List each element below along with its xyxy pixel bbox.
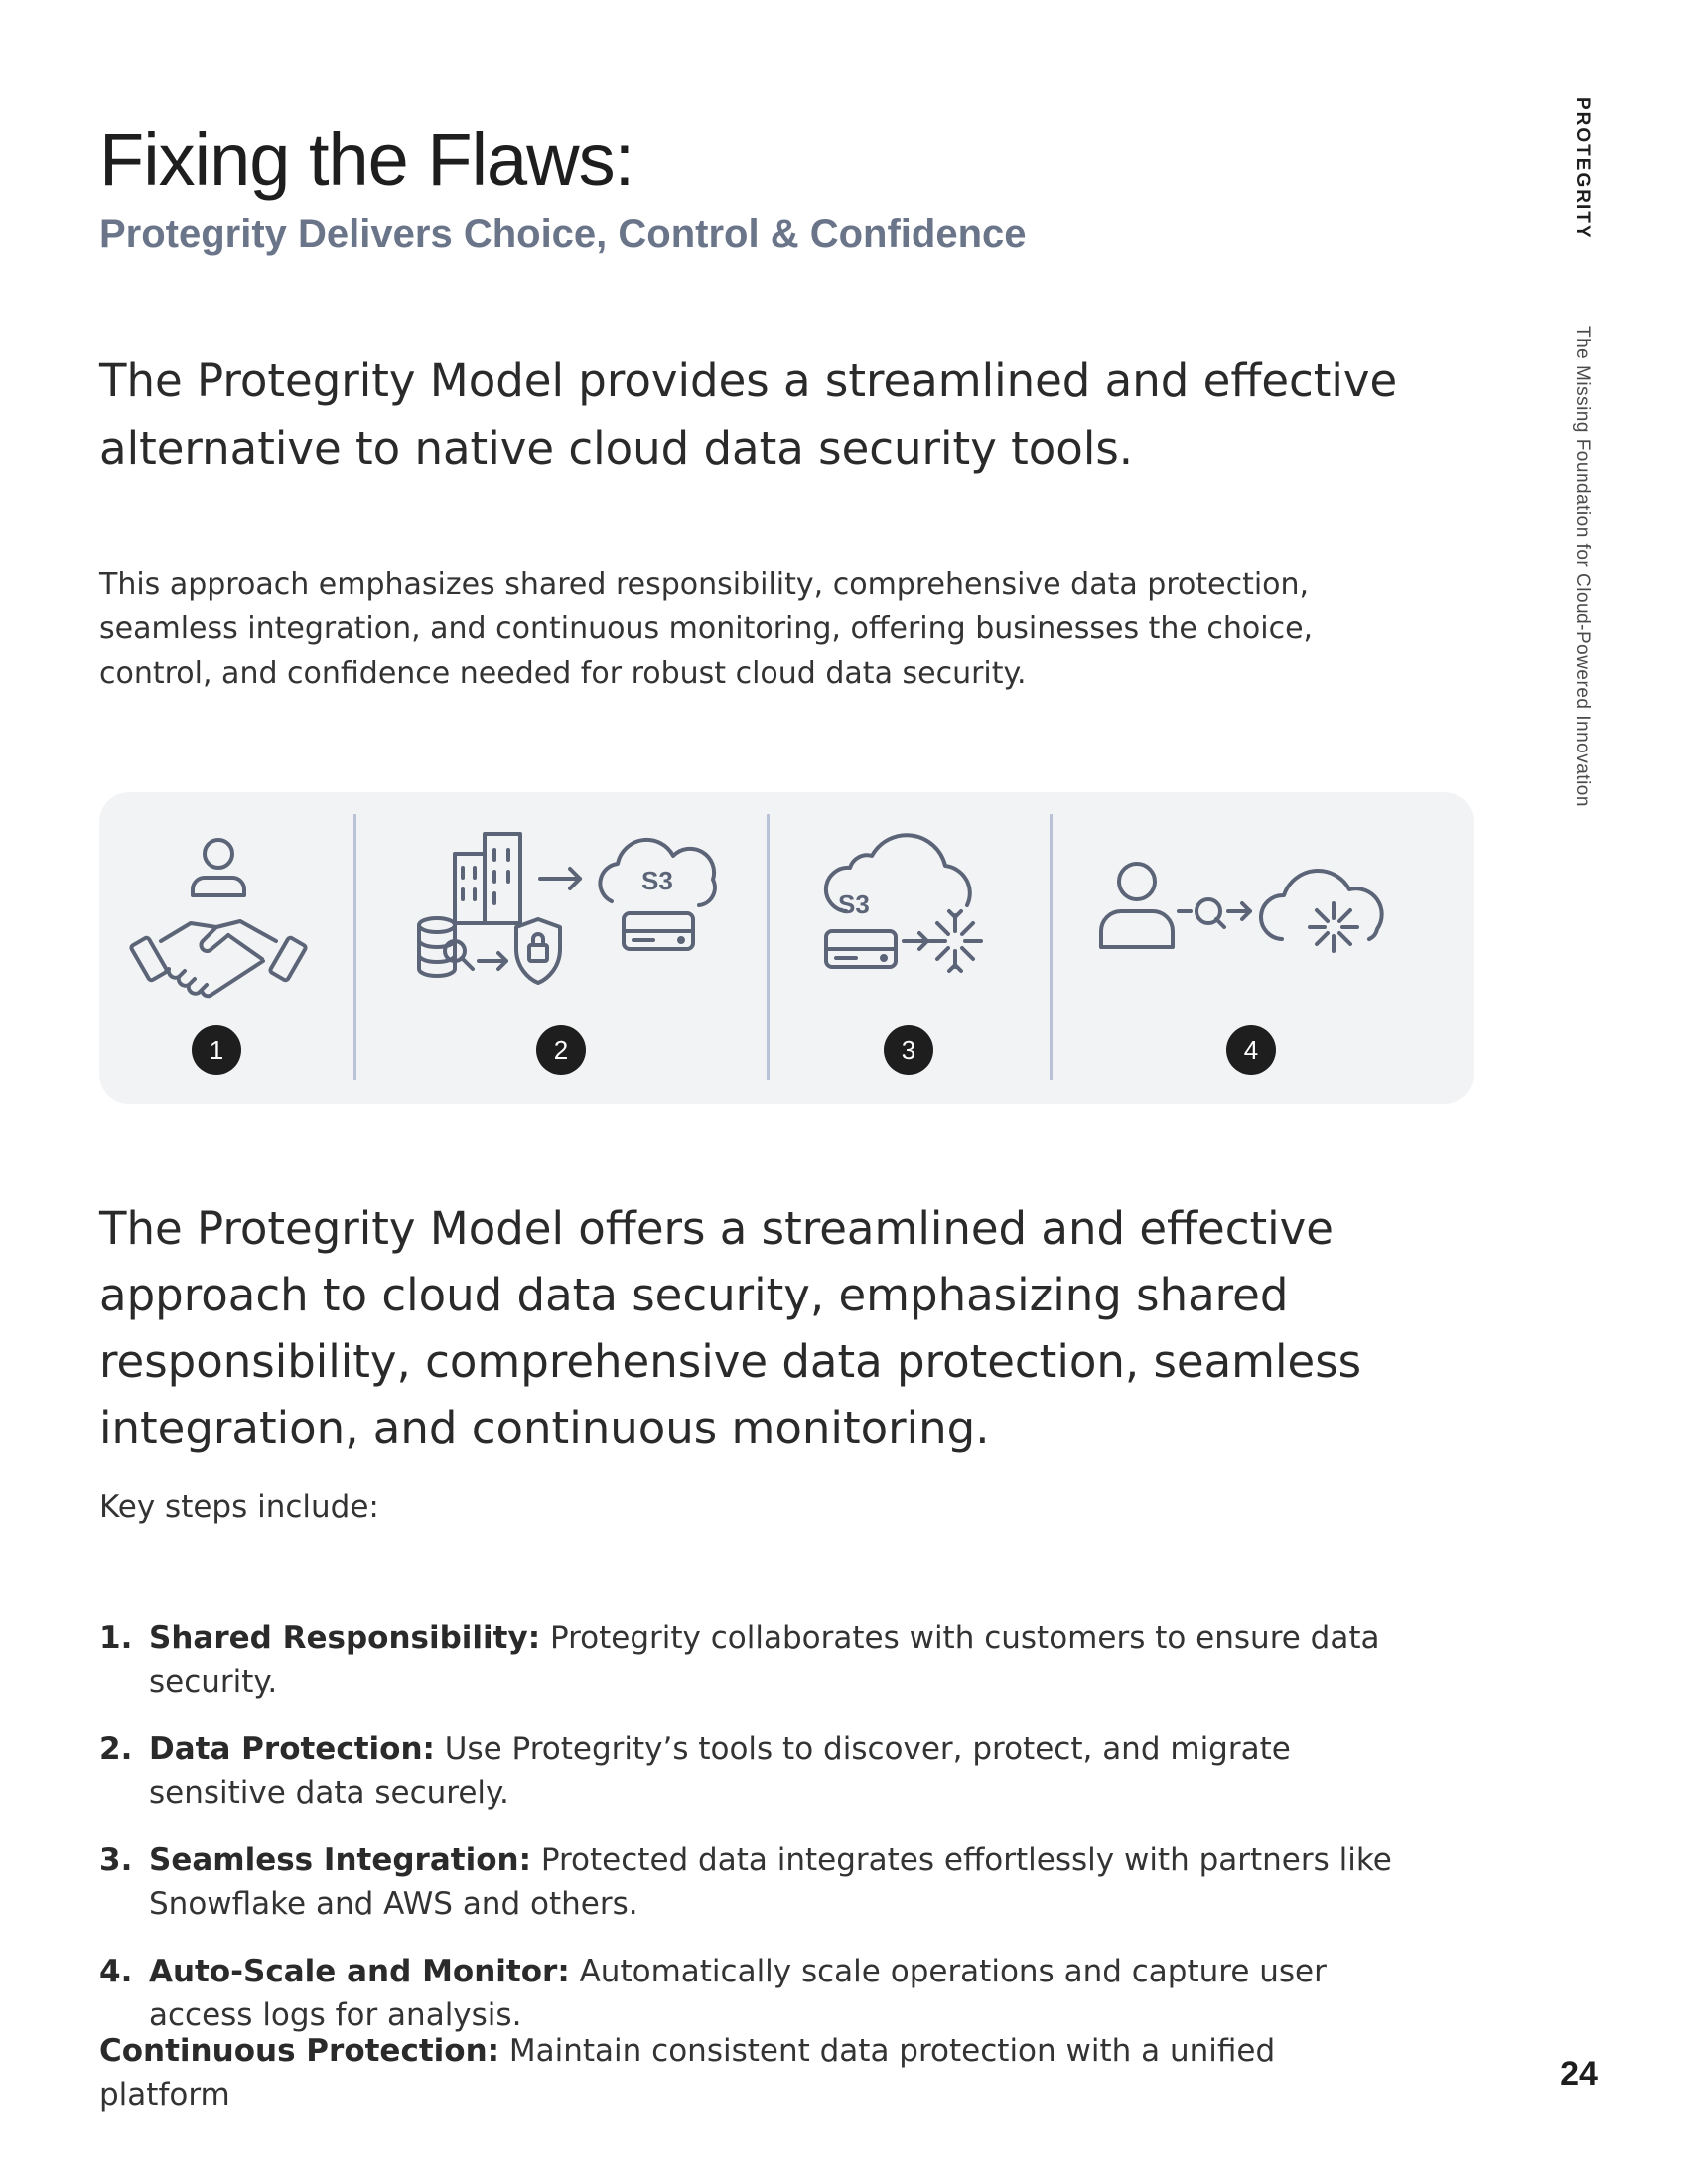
list-item-label: Seamless Integration: xyxy=(149,1843,531,1878)
list-item-label: Data Protection: xyxy=(149,1731,435,1767)
data-migration-icon xyxy=(415,832,723,991)
list-item xyxy=(99,1839,1400,1926)
list-item-number: 4. xyxy=(99,1954,133,1989)
page-number: 24 xyxy=(1560,2055,1598,2093)
list-item xyxy=(99,1727,1400,1815)
key-steps-intro: Key steps include: xyxy=(99,1489,379,1525)
list-item xyxy=(99,1616,1400,1704)
continuous-protection-label: Continuous Protection: xyxy=(99,2033,500,2069)
handshake-icon xyxy=(129,832,308,1001)
brand-logo: PROTEGRITY xyxy=(1572,97,1593,240)
s3-label: S3 xyxy=(838,889,870,919)
step-number-badge: 2 xyxy=(536,1025,586,1075)
user-access-cloud-icon xyxy=(1097,860,1415,979)
document-caption: The Missing Foundation for Cloud-Powered Innovation xyxy=(1572,326,1593,807)
step-number-badge: 4 xyxy=(1226,1025,1276,1075)
panel-divider xyxy=(1050,814,1053,1080)
step-number-badge: 3 xyxy=(884,1025,933,1075)
list-item-text: Automatically scale operations and capture user access logs for analysis. xyxy=(149,1954,1327,2033)
lead-paragraph: The Protegrity Model provides a streamlined and effective alternative to native cloud data security tools. xyxy=(99,354,1398,475)
list-item-text: Protegrity collaborates with customers to ensure data security. xyxy=(149,1620,1380,1700)
list-item-number: 3. xyxy=(99,1843,133,1878)
page-subtitle: Protegrity Delivers Choice, Control & Confidence xyxy=(99,212,1027,256)
summary-paragraph: The Protegrity Model offers a streamlined and effective approach to cloud data security, emphasizing shared responsibility, comprehensive data protection, seamless integration, and continuous monitoring. xyxy=(99,1202,1362,1454)
list-item xyxy=(99,1950,1400,2037)
panel-divider xyxy=(767,814,770,1080)
list-item-label: Shared Responsibility: xyxy=(149,1620,541,1656)
continuous-protection-note xyxy=(99,2029,1400,2116)
list-item-number: 1. xyxy=(99,1620,133,1656)
s3-label: S3 xyxy=(641,866,673,895)
s3-to-snowflake-icon xyxy=(816,824,995,998)
intro-paragraph: This approach emphasizes shared responsibility, comprehensive data protection, seamless integration, and continuous monitoring, offering businesses the choice, control, and confidence needed for robust cloud data security. xyxy=(99,567,1314,691)
steps-diagram-panel xyxy=(99,792,1474,1104)
list-item-number: 2. xyxy=(99,1731,133,1767)
continuous-protection-text: Maintain consistent data protection with a unified platform xyxy=(99,2033,1276,2113)
panel-divider xyxy=(353,814,356,1080)
step-number-badge: 1 xyxy=(192,1025,241,1075)
list-item-text: Use Protegrity’s tools to discover, protect, and migrate sensitive data securely. xyxy=(149,1731,1291,1811)
list-item-text: Protected data integrates effortlessly with partners like Snowflake and AWS and others. xyxy=(149,1843,1392,1922)
page-title: Fixing the Flaws: xyxy=(99,118,634,201)
key-steps-list xyxy=(99,1616,1400,2061)
list-item-label: Auto-Scale and Monitor: xyxy=(149,1954,570,1989)
